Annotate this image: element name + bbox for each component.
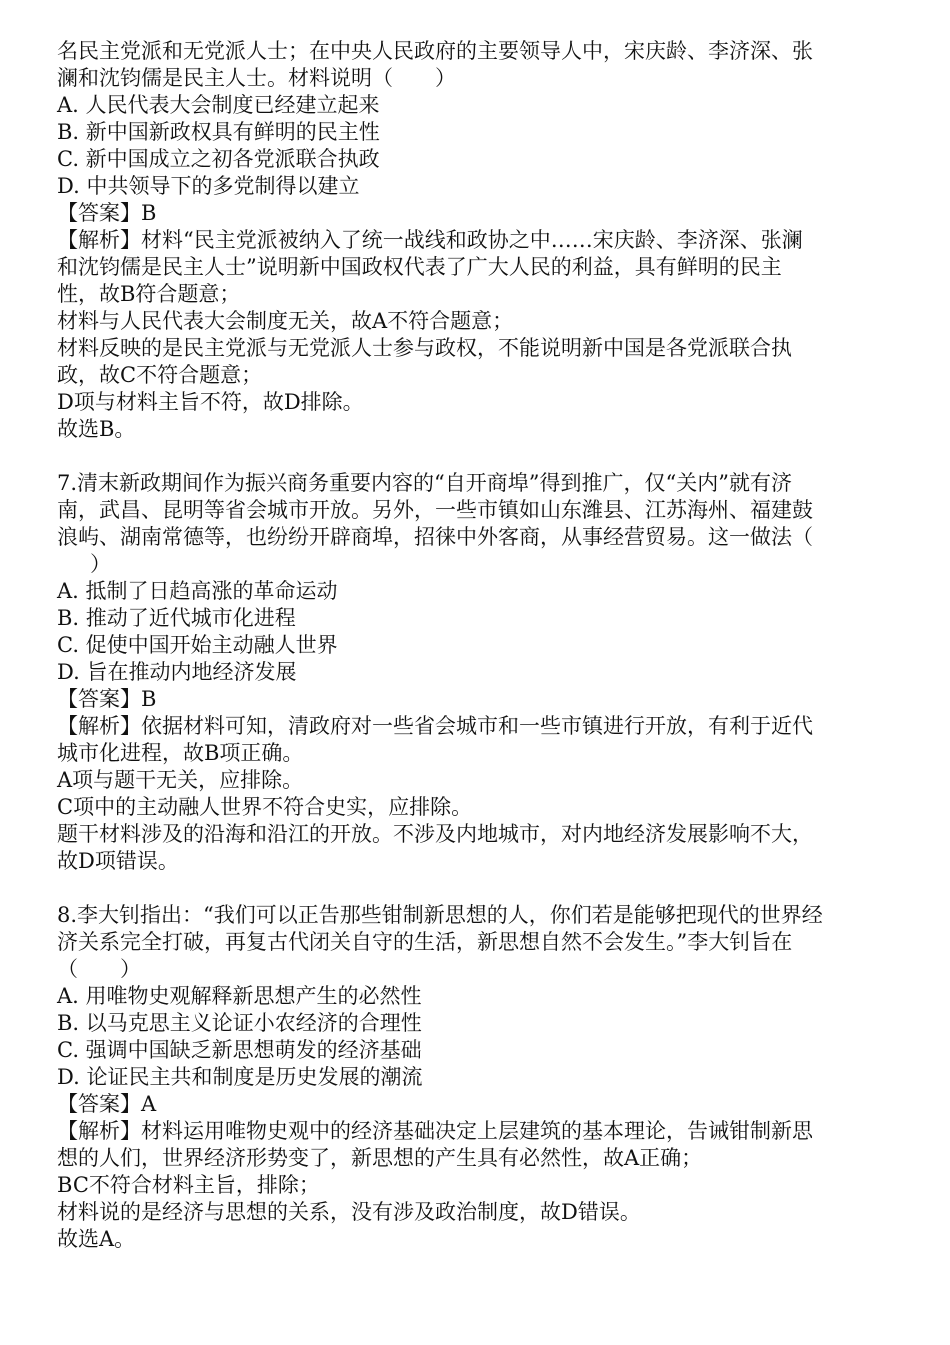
option-c: C. 新中国成立之初各党派联合执政 [57,147,380,171]
analysis-line: 题干材料涉及的沿海和沿江的开放。不涉及内地城市，对内地经济发展影响不大， [57,822,813,846]
analysis-line: 故选A。 [57,1227,136,1251]
analysis-line: 材料反映的是民主党派与无党派人士参与政权，不能说明新中国是各党派联合执 [57,336,792,360]
analysis-line: D项与材料主旨不符，故D排除。 [57,390,364,414]
stem-line: ） [90,552,111,576]
answer-label: 【答案】B [57,687,157,711]
option-list [57,578,907,686]
analysis-line: BC不符合材料主旨，排除； [57,1173,320,1197]
option-c: C. 促使中国开始主动融人世界 [57,633,338,657]
analysis-line: 城市化进程，故B项正确。 [57,741,304,765]
stem-line: （ ） [57,957,141,981]
question-stem [57,470,907,578]
question-6-continued [57,38,907,443]
option-d: D. 论证民主共和制度是历史发展的潮流 [57,1065,423,1089]
answer-label: 【答案】B [57,201,157,225]
document-page [57,38,907,1253]
option-a: A. 用唯物史观解释新思想产生的必然性 [57,984,422,1008]
analysis-line: C项中的主动融人世界不符合史实，应排除。 [57,795,473,819]
analysis-line: A项与题干无关，应排除。 [57,768,304,792]
analysis-line: 政，故C不符合题意； [57,363,263,387]
stem-line: 8.李大钊指出：“我们可以正告那些钳制新思想的人，你们若是能够把现代的世界经 [57,903,823,927]
analysis-line: 故选B。 [57,417,136,441]
analysis-line: 【解析】材料“民主党派被纳入了统一战线和政协之中……宋庆龄、李济深、张澜 [57,228,803,252]
analysis-block [57,1118,907,1253]
analysis-line: 想的人们，世界经济形势变了，新思想的产生具有必然性，故A正确； [57,1146,703,1170]
analysis-line: 性，故B符合题意； [57,282,241,306]
stem-line: 济关系完全打破，再复古代闭关自守的生活，新思想自然不会发生。”李大钊旨在 [57,930,793,954]
question-7 [57,470,907,875]
question-stem [57,38,907,92]
stem-line: 浪屿、湖南常德等，也纷纷开辟商埠，招徕中外客商，从事经营贸易。这一做法（ [57,525,813,549]
option-b: B. 以马克思主义论证小农经济的合理性 [57,1011,422,1035]
stem-line: 名民主党派和无党派人士；在中央人民政府的主要领导人中，宋庆龄、李济深、张 [57,39,813,63]
option-b: B. 新中国新政权具有鲜明的民主性 [57,120,380,144]
analysis-line: 材料说的是经济与思想的关系，没有涉及政治制度，故D错误。 [57,1200,641,1224]
section-gap [57,443,907,470]
analysis-block [57,713,907,875]
option-a: A. 人民代表大会制度已经建立起来 [57,93,380,117]
analysis-block [57,227,907,443]
answer-label: 【答案】A [57,1092,157,1116]
option-b: B. 推动了近代城市化进程 [57,606,296,630]
option-a: A. 抵制了日趋高涨的革命运动 [57,579,338,603]
analysis-line: 【解析】材料运用唯物史观中的经济基础决定上层建筑的基本理论，告诫钳制新思 [57,1119,813,1143]
stem-line: 澜和沈钧儒是民主人士。材料说明（ ） [57,66,456,90]
option-c: C. 强调中国缺乏新思想萌发的经济基础 [57,1038,422,1062]
option-list [57,983,907,1091]
question-8 [57,902,907,1253]
analysis-line: 和沈钧儒是民主人士”说明新中国政权代表了广大人民的利益，具有鲜明的民主 [57,255,782,279]
option-list [57,92,907,200]
option-d: D. 中共领导下的多党制得以建立 [57,174,360,198]
question-stem [57,902,907,983]
analysis-line: 故D项错误。 [57,849,179,873]
stem-line: 7.清末新政期间作为振兴商务重要内容的“自开商埠”得到推广，仅“关内”就有济 [57,471,792,495]
analysis-line: 材料与人民代表大会制度无关，故A不符合题意； [57,309,514,333]
analysis-line: 【解析】依据材料可知，清政府对一些省会城市和一些市镇进行开放，有利于近代 [57,714,813,738]
option-d: D. 旨在推动内地经济发展 [57,660,297,684]
stem-line: 南，武昌、昆明等省会城市开放。另外，一些市镇如山东潍县、江苏海州、福建鼓 [57,498,813,522]
section-gap [57,875,907,902]
